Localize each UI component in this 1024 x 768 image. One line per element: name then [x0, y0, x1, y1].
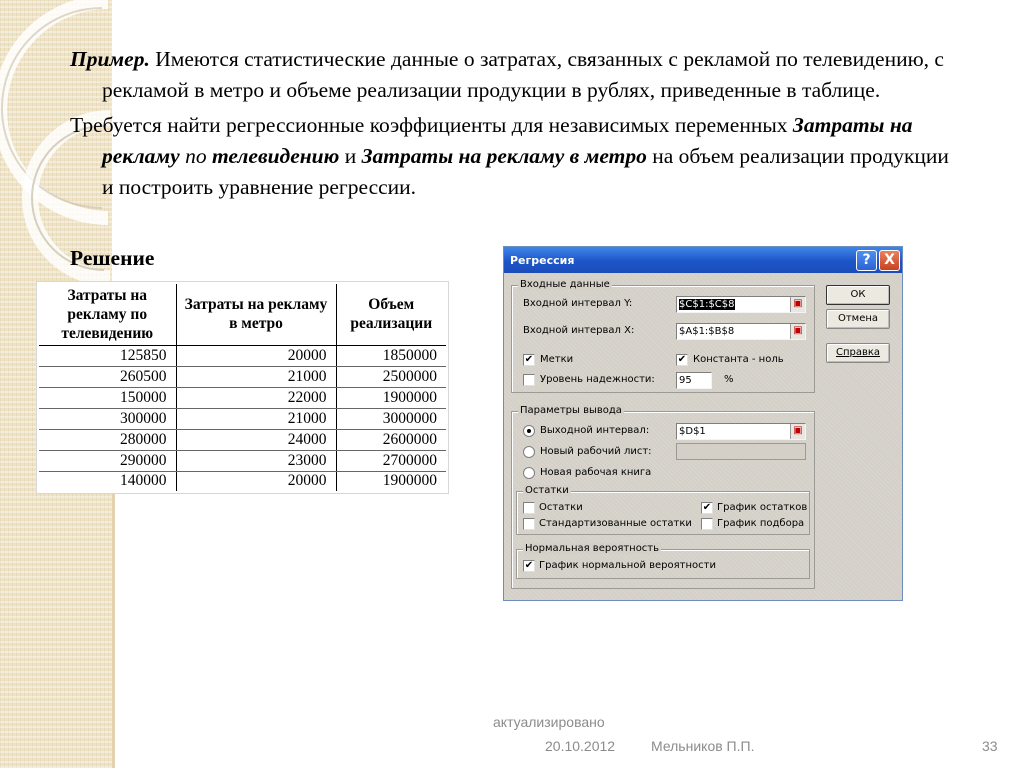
normal-probability-group [516, 543, 810, 579]
table-cell: 2600000 [336, 429, 447, 450]
ok-button[interactable]: ОК [826, 285, 890, 305]
help-icon[interactable]: ? [856, 250, 877, 271]
line-fit-checkbox[interactable] [701, 518, 713, 530]
table-header-tv: Затраты на рекламу по телевидению [38, 283, 176, 345]
table-row [38, 450, 447, 471]
labels-checkbox[interactable]: ✔ [524, 354, 534, 365]
table-cell: 1900000 [336, 387, 447, 408]
dialog-title: Регрессия [510, 254, 575, 267]
table-cell: 22000 [176, 387, 336, 408]
regression-dialog [503, 246, 903, 601]
confidence-checkbox[interactable] [523, 374, 535, 386]
input-x-value: $A$1:$B$8 [679, 326, 735, 337]
input-y-field[interactable] [676, 296, 806, 313]
example-text: Имеются статистические данные о затратах, связанных с рекламой по телевидению, с рекламой в метро и объеме реализации продукции в рублях, приведенные в таблице. [102, 47, 944, 102]
example-label: Пример. [70, 47, 150, 71]
output-range-field[interactable] [676, 423, 806, 440]
table-cell: 140000 [38, 471, 176, 492]
task-text-2: по [179, 144, 212, 168]
table-cell: 2700000 [336, 450, 447, 471]
constant-zero-checkbox[interactable]: ✔ [677, 354, 687, 365]
new-sheet-label: Новый рабочий лист: [540, 446, 652, 457]
input-x-label: Входной интервал X: [523, 325, 635, 336]
table-cell: 300000 [38, 408, 176, 429]
input-x-field[interactable] [676, 323, 806, 340]
table-row [38, 345, 447, 366]
confidence-value: 95 [679, 375, 692, 386]
footer-date: 20.10.2012 [545, 738, 616, 754]
new-book-radio[interactable] [523, 467, 535, 479]
table-header-metro: Затраты на рекламу в метро [176, 283, 336, 345]
output-range-radio[interactable] [523, 425, 535, 437]
footer-author: Мельников П.П. [651, 738, 755, 754]
table-header-row [38, 283, 447, 345]
table-cell: 150000 [38, 387, 176, 408]
task-var-1: Затраты на рекламу [102, 113, 913, 168]
table-cell: 20000 [176, 471, 336, 492]
table-cell: 2500000 [336, 366, 447, 387]
normal-plot-checkbox[interactable]: ✔ [524, 560, 534, 571]
solution-heading: Решение [70, 246, 155, 270]
cancel-button[interactable]: Отмена [826, 309, 890, 329]
table-row [38, 471, 447, 492]
table-header-sales: Объем реализации [336, 283, 447, 345]
output-group-legend: Параметры вывода [520, 405, 622, 416]
input-y-value: $C$1:$C$8 [679, 299, 735, 310]
normal-group-legend: Нормальная вероятность [525, 543, 660, 554]
line-fit-label: График подбора [717, 518, 805, 529]
confidence-label: Уровень надежности: [540, 374, 655, 385]
residual-plots-label: График остатков [717, 502, 808, 513]
example-paragraph [70, 44, 950, 106]
residual-plots-checkbox[interactable]: ✔ [702, 502, 712, 513]
table-cell: 125850 [38, 345, 176, 366]
table-cell: 3000000 [336, 408, 447, 429]
table-cell: 20000 [176, 345, 336, 366]
new-sheet-field[interactable] [676, 443, 806, 460]
std-residuals-label: Стандартизованные остатки [539, 518, 692, 529]
collapse-dialog-icon[interactable]: ▣ [790, 424, 805, 439]
task-var-3: Затраты на рекламу в метро [361, 144, 647, 168]
table-row [38, 429, 447, 450]
table-row [38, 387, 447, 408]
task-text-4: на объем реализации продукции и построить уравнение регрессии. [102, 144, 949, 199]
new-sheet-radio[interactable] [523, 446, 535, 458]
slide-text [70, 44, 950, 203]
table-row [38, 366, 447, 387]
normal-plot-label: График нормальной вероятности [539, 560, 716, 571]
residuals-label: Остатки [539, 502, 583, 513]
footer-page-number: 33 [982, 738, 998, 754]
data-table [37, 282, 448, 493]
task-paragraph [70, 110, 950, 203]
table-cell: 260500 [38, 366, 176, 387]
close-icon[interactable]: X [879, 250, 900, 271]
table-cell: 24000 [176, 429, 336, 450]
table-cell: 21000 [176, 366, 336, 387]
table-cell: 23000 [176, 450, 336, 471]
task-text-1: Требуется найти регрессионные коэффициенты для независимых переменных [70, 113, 793, 137]
residuals-checkbox[interactable] [523, 502, 535, 514]
labels-label: Метки [540, 354, 574, 365]
collapse-dialog-icon[interactable]: ▣ [790, 324, 805, 339]
input-group [511, 279, 815, 393]
output-range-label: Выходной интервал: [540, 425, 650, 436]
output-range-value: $D$1 [679, 426, 706, 437]
task-text-3: и [339, 144, 362, 168]
table-cell: 1900000 [336, 471, 447, 492]
input-y-label: Входной интервал Y: [523, 298, 633, 309]
residuals-group-legend: Остатки [525, 485, 569, 496]
dialog-titlebar[interactable] [504, 247, 902, 273]
new-book-label: Новая рабочая книга [540, 467, 652, 478]
std-residuals-checkbox[interactable] [523, 518, 535, 530]
input-group-legend: Входные данные [520, 279, 610, 290]
percent-label: % [724, 374, 734, 385]
output-group [511, 405, 815, 589]
constant-zero-label: Константа - ноль [693, 354, 784, 365]
table-row [38, 408, 447, 429]
help-button[interactable]: Справка [826, 343, 890, 363]
table-cell: 21000 [176, 408, 336, 429]
footer-updated: актуализировано [493, 714, 605, 730]
table-cell: 280000 [38, 429, 176, 450]
table-cell: 1850000 [336, 345, 447, 366]
residuals-group [516, 485, 810, 535]
table-cell: 290000 [38, 450, 176, 471]
confidence-field[interactable] [676, 372, 712, 389]
task-var-2: телевидению [211, 144, 340, 168]
collapse-dialog-icon[interactable]: ▣ [790, 297, 805, 312]
